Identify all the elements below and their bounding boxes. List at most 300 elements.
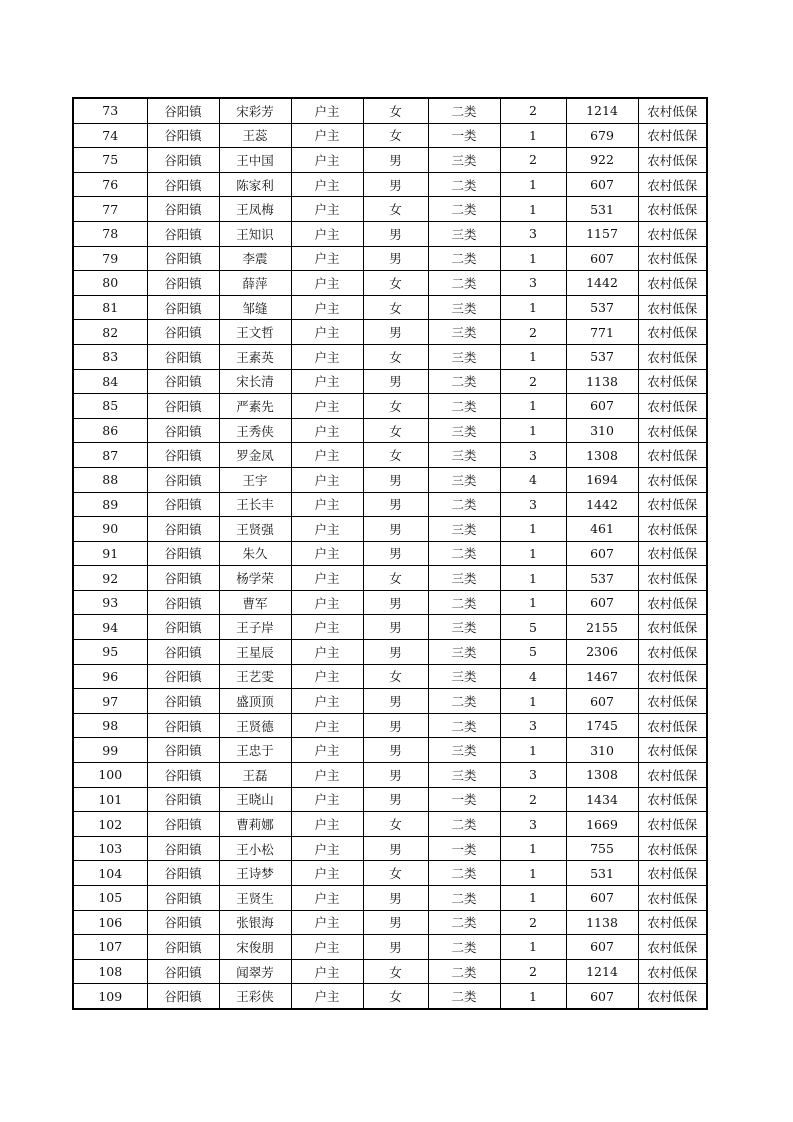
cell-household-size: 2 — [500, 369, 566, 394]
cell-row-number: 75 — [73, 148, 147, 173]
table-row — [73, 787, 707, 812]
cell-gender: 男 — [363, 320, 428, 345]
cell-row-number: 90 — [73, 517, 147, 542]
cell-amount: 607 — [566, 935, 638, 960]
cell-program: 农村低保 — [638, 861, 707, 886]
cell-household-size: 1 — [500, 738, 566, 763]
cell-category: 三类 — [428, 221, 500, 246]
cell-name: 王艺雯 — [219, 664, 291, 689]
cell-name: 盛顶顶 — [219, 689, 291, 714]
cell-gender: 女 — [363, 123, 428, 148]
cell-category: 二类 — [428, 959, 500, 984]
cell-category: 三类 — [428, 615, 500, 640]
cell-town: 谷阳镇 — [147, 935, 219, 960]
cell-town: 谷阳镇 — [147, 517, 219, 542]
cell-program: 农村低保 — [638, 123, 707, 148]
cell-town: 谷阳镇 — [147, 246, 219, 271]
cell-town: 谷阳镇 — [147, 566, 219, 591]
table-row — [73, 172, 707, 197]
cell-town: 谷阳镇 — [147, 713, 219, 738]
cell-gender: 男 — [363, 492, 428, 517]
cell-name: 宋彩芳 — [219, 98, 291, 123]
cell-relation: 户主 — [291, 418, 363, 443]
cell-name: 杨学荣 — [219, 566, 291, 591]
table-row — [73, 984, 707, 1009]
cell-household-size: 1 — [500, 123, 566, 148]
cell-town: 谷阳镇 — [147, 369, 219, 394]
cell-category: 三类 — [428, 443, 500, 468]
cell-category: 三类 — [428, 738, 500, 763]
cell-category: 三类 — [428, 320, 500, 345]
cell-household-size: 2 — [500, 320, 566, 345]
cell-program: 农村低保 — [638, 812, 707, 837]
cell-program: 农村低保 — [638, 689, 707, 714]
cell-row-number: 78 — [73, 221, 147, 246]
table-row — [73, 836, 707, 861]
cell-household-size: 1 — [500, 418, 566, 443]
cell-town: 谷阳镇 — [147, 148, 219, 173]
table-row — [73, 541, 707, 566]
cell-category: 三类 — [428, 418, 500, 443]
cell-gender: 女 — [363, 394, 428, 419]
cell-row-number: 82 — [73, 320, 147, 345]
cell-relation: 户主 — [291, 738, 363, 763]
cell-gender: 男 — [363, 935, 428, 960]
cell-town: 谷阳镇 — [147, 197, 219, 222]
cell-name: 宋俊朋 — [219, 935, 291, 960]
cell-amount: 2155 — [566, 615, 638, 640]
cell-amount: 679 — [566, 123, 638, 148]
table-row — [73, 246, 707, 271]
cell-row-number: 91 — [73, 541, 147, 566]
cell-row-number: 106 — [73, 910, 147, 935]
cell-row-number: 94 — [73, 615, 147, 640]
table-row — [73, 861, 707, 886]
cell-gender: 女 — [363, 295, 428, 320]
cell-amount: 755 — [566, 836, 638, 861]
cell-amount: 1669 — [566, 812, 638, 837]
cell-category: 二类 — [428, 197, 500, 222]
cell-relation: 户主 — [291, 467, 363, 492]
cell-gender: 女 — [363, 861, 428, 886]
cell-program: 农村低保 — [638, 836, 707, 861]
cell-household-size: 1 — [500, 590, 566, 615]
cell-gender: 男 — [363, 738, 428, 763]
table-row — [73, 148, 707, 173]
cell-program: 农村低保 — [638, 320, 707, 345]
cell-relation: 户主 — [291, 689, 363, 714]
cell-category: 二类 — [428, 394, 500, 419]
cell-name: 王贤生 — [219, 886, 291, 911]
cell-category: 三类 — [428, 344, 500, 369]
cell-town: 谷阳镇 — [147, 418, 219, 443]
cell-relation: 户主 — [291, 886, 363, 911]
cell-town: 谷阳镇 — [147, 763, 219, 788]
table-row — [73, 418, 707, 443]
table-row — [73, 566, 707, 591]
cell-household-size: 2 — [500, 959, 566, 984]
cell-gender: 女 — [363, 418, 428, 443]
cell-relation: 户主 — [291, 910, 363, 935]
cell-name: 王中国 — [219, 148, 291, 173]
cell-category: 二类 — [428, 713, 500, 738]
cell-household-size: 1 — [500, 886, 566, 911]
cell-program: 农村低保 — [638, 467, 707, 492]
cell-gender: 女 — [363, 98, 428, 123]
cell-relation: 户主 — [291, 935, 363, 960]
cell-row-number: 79 — [73, 246, 147, 271]
table-row — [73, 713, 707, 738]
cell-category: 二类 — [428, 271, 500, 296]
cell-name: 王贤德 — [219, 713, 291, 738]
cell-name: 王小松 — [219, 836, 291, 861]
cell-category: 二类 — [428, 541, 500, 566]
cell-town: 谷阳镇 — [147, 271, 219, 296]
cell-program: 农村低保 — [638, 590, 707, 615]
cell-gender: 女 — [363, 959, 428, 984]
cell-row-number: 87 — [73, 443, 147, 468]
cell-program: 农村低保 — [638, 664, 707, 689]
cell-row-number: 73 — [73, 98, 147, 123]
cell-name: 王长丰 — [219, 492, 291, 517]
cell-category: 三类 — [428, 517, 500, 542]
cell-category: 三类 — [428, 763, 500, 788]
cell-relation: 户主 — [291, 295, 363, 320]
cell-gender: 男 — [363, 615, 428, 640]
cell-gender: 男 — [363, 689, 428, 714]
cell-name: 王子岸 — [219, 615, 291, 640]
cell-town: 谷阳镇 — [147, 910, 219, 935]
cell-name: 王贤强 — [219, 517, 291, 542]
cell-row-number: 105 — [73, 886, 147, 911]
cell-relation: 户主 — [291, 787, 363, 812]
cell-gender: 男 — [363, 713, 428, 738]
cell-gender: 男 — [363, 910, 428, 935]
cell-program: 农村低保 — [638, 344, 707, 369]
cell-program: 农村低保 — [638, 148, 707, 173]
cell-name: 王磊 — [219, 763, 291, 788]
cell-row-number: 107 — [73, 935, 147, 960]
cell-household-size: 3 — [500, 443, 566, 468]
cell-row-number: 77 — [73, 197, 147, 222]
cell-program: 农村低保 — [638, 295, 707, 320]
cell-row-number: 89 — [73, 492, 147, 517]
cell-category: 三类 — [428, 148, 500, 173]
cell-gender: 男 — [363, 787, 428, 812]
cell-name: 王忠于 — [219, 738, 291, 763]
cell-household-size: 2 — [500, 98, 566, 123]
cell-row-number: 97 — [73, 689, 147, 714]
cell-relation: 户主 — [291, 640, 363, 665]
cell-amount: 607 — [566, 984, 638, 1009]
cell-category: 三类 — [428, 664, 500, 689]
cell-relation: 户主 — [291, 369, 363, 394]
table-row — [73, 763, 707, 788]
cell-relation: 户主 — [291, 221, 363, 246]
table-row — [73, 369, 707, 394]
cell-town: 谷阳镇 — [147, 640, 219, 665]
cell-household-size: 1 — [500, 689, 566, 714]
cell-gender: 女 — [363, 566, 428, 591]
cell-amount: 531 — [566, 197, 638, 222]
table-row — [73, 886, 707, 911]
cell-category: 二类 — [428, 98, 500, 123]
table-row — [73, 492, 707, 517]
cell-gender: 男 — [363, 517, 428, 542]
cell-household-size: 1 — [500, 344, 566, 369]
cell-amount: 922 — [566, 148, 638, 173]
cell-program: 农村低保 — [638, 443, 707, 468]
cell-household-size: 3 — [500, 221, 566, 246]
cell-name: 曹莉娜 — [219, 812, 291, 837]
cell-relation: 户主 — [291, 713, 363, 738]
cell-household-size: 1 — [500, 836, 566, 861]
cell-row-number: 109 — [73, 984, 147, 1009]
cell-category: 二类 — [428, 935, 500, 960]
cell-relation: 户主 — [291, 172, 363, 197]
cell-gender: 男 — [363, 467, 428, 492]
cell-relation: 户主 — [291, 984, 363, 1009]
cell-row-number: 92 — [73, 566, 147, 591]
cell-program: 农村低保 — [638, 246, 707, 271]
cell-category: 二类 — [428, 861, 500, 886]
cell-category: 一类 — [428, 836, 500, 861]
table-row — [73, 812, 707, 837]
cell-gender: 男 — [363, 369, 428, 394]
cell-amount: 1214 — [566, 98, 638, 123]
cell-name: 曹军 — [219, 590, 291, 615]
cell-gender: 男 — [363, 221, 428, 246]
cell-category: 三类 — [428, 566, 500, 591]
cell-row-number: 103 — [73, 836, 147, 861]
cell-row-number: 93 — [73, 590, 147, 615]
cell-name: 王知识 — [219, 221, 291, 246]
cell-household-size: 1 — [500, 861, 566, 886]
table-row — [73, 959, 707, 984]
cell-program: 农村低保 — [638, 566, 707, 591]
cell-program: 农村低保 — [638, 172, 707, 197]
cell-relation: 户主 — [291, 320, 363, 345]
cell-relation: 户主 — [291, 763, 363, 788]
cell-category: 一类 — [428, 787, 500, 812]
cell-household-size: 1 — [500, 172, 566, 197]
cell-household-size: 1 — [500, 541, 566, 566]
cell-name: 王彩侠 — [219, 984, 291, 1009]
cell-amount: 1442 — [566, 492, 638, 517]
cell-row-number: 100 — [73, 763, 147, 788]
cell-amount: 1694 — [566, 467, 638, 492]
cell-program: 农村低保 — [638, 886, 707, 911]
cell-town: 谷阳镇 — [147, 541, 219, 566]
cell-category: 三类 — [428, 467, 500, 492]
cell-row-number: 95 — [73, 640, 147, 665]
cell-category: 二类 — [428, 812, 500, 837]
cell-household-size: 3 — [500, 271, 566, 296]
table-row — [73, 394, 707, 419]
cell-name: 闻翠芳 — [219, 959, 291, 984]
cell-household-size: 1 — [500, 935, 566, 960]
cell-row-number: 81 — [73, 295, 147, 320]
cell-name: 王蕊 — [219, 123, 291, 148]
cell-row-number: 85 — [73, 394, 147, 419]
cell-relation: 户主 — [291, 246, 363, 271]
cell-amount: 1138 — [566, 369, 638, 394]
cell-household-size: 4 — [500, 467, 566, 492]
cell-town: 谷阳镇 — [147, 467, 219, 492]
cell-gender: 女 — [363, 344, 428, 369]
cell-name: 李震 — [219, 246, 291, 271]
cell-household-size: 3 — [500, 492, 566, 517]
cell-row-number: 76 — [73, 172, 147, 197]
cell-amount: 607 — [566, 172, 638, 197]
cell-name: 宋长清 — [219, 369, 291, 394]
cell-relation: 户主 — [291, 344, 363, 369]
cell-row-number: 108 — [73, 959, 147, 984]
cell-gender: 女 — [363, 197, 428, 222]
cell-gender: 男 — [363, 172, 428, 197]
cell-program: 农村低保 — [638, 935, 707, 960]
cell-category: 二类 — [428, 984, 500, 1009]
cell-household-size: 1 — [500, 566, 566, 591]
cell-program: 农村低保 — [638, 197, 707, 222]
cell-program: 农村低保 — [638, 910, 707, 935]
cell-name: 王诗梦 — [219, 861, 291, 886]
table-row — [73, 517, 707, 542]
cell-amount: 1308 — [566, 763, 638, 788]
cell-category: 二类 — [428, 246, 500, 271]
cell-town: 谷阳镇 — [147, 615, 219, 640]
cell-relation: 户主 — [291, 541, 363, 566]
table-row — [73, 271, 707, 296]
cell-category: 二类 — [428, 172, 500, 197]
cell-amount: 1308 — [566, 443, 638, 468]
cell-household-size: 5 — [500, 640, 566, 665]
cell-household-size: 1 — [500, 394, 566, 419]
table-body — [73, 98, 707, 1009]
table-row — [73, 590, 707, 615]
cell-row-number: 102 — [73, 812, 147, 837]
cell-category: 二类 — [428, 590, 500, 615]
cell-relation: 户主 — [291, 443, 363, 468]
cell-town: 谷阳镇 — [147, 344, 219, 369]
cell-relation: 户主 — [291, 98, 363, 123]
cell-gender: 男 — [363, 590, 428, 615]
cell-relation: 户主 — [291, 394, 363, 419]
cell-town: 谷阳镇 — [147, 836, 219, 861]
cell-name: 王晓山 — [219, 787, 291, 812]
cell-program: 农村低保 — [638, 787, 707, 812]
cell-name: 王素英 — [219, 344, 291, 369]
cell-program: 农村低保 — [638, 763, 707, 788]
cell-household-size: 3 — [500, 763, 566, 788]
cell-name: 张银海 — [219, 910, 291, 935]
cell-amount: 607 — [566, 541, 638, 566]
cell-name: 薛萍 — [219, 271, 291, 296]
cell-row-number: 86 — [73, 418, 147, 443]
cell-gender: 男 — [363, 541, 428, 566]
cell-town: 谷阳镇 — [147, 443, 219, 468]
cell-amount: 1138 — [566, 910, 638, 935]
cell-program: 农村低保 — [638, 418, 707, 443]
cell-category: 二类 — [428, 886, 500, 911]
cell-town: 谷阳镇 — [147, 98, 219, 123]
cell-relation: 户主 — [291, 517, 363, 542]
cell-program: 农村低保 — [638, 492, 707, 517]
cell-amount: 771 — [566, 320, 638, 345]
cell-town: 谷阳镇 — [147, 689, 219, 714]
cell-household-size: 2 — [500, 148, 566, 173]
cell-row-number: 74 — [73, 123, 147, 148]
cell-amount: 537 — [566, 295, 638, 320]
cell-town: 谷阳镇 — [147, 221, 219, 246]
table-row — [73, 320, 707, 345]
table-row — [73, 738, 707, 763]
cell-category: 三类 — [428, 295, 500, 320]
cell-household-size: 3 — [500, 713, 566, 738]
cell-program: 农村低保 — [638, 713, 707, 738]
cell-name: 王宇 — [219, 467, 291, 492]
table-row — [73, 197, 707, 222]
cell-gender: 女 — [363, 664, 428, 689]
table-row — [73, 344, 707, 369]
cell-category: 二类 — [428, 369, 500, 394]
cell-relation: 户主 — [291, 812, 363, 837]
cell-category: 一类 — [428, 123, 500, 148]
cell-town: 谷阳镇 — [147, 394, 219, 419]
cell-amount: 537 — [566, 344, 638, 369]
cell-program: 农村低保 — [638, 738, 707, 763]
cell-amount: 537 — [566, 566, 638, 591]
cell-program: 农村低保 — [638, 959, 707, 984]
cell-town: 谷阳镇 — [147, 861, 219, 886]
table-row — [73, 221, 707, 246]
cell-amount: 607 — [566, 246, 638, 271]
cell-name: 王凤梅 — [219, 197, 291, 222]
table-row — [73, 467, 707, 492]
cell-gender: 女 — [363, 443, 428, 468]
cell-program: 农村低保 — [638, 98, 707, 123]
cell-relation: 户主 — [291, 148, 363, 173]
cell-town: 谷阳镇 — [147, 123, 219, 148]
cell-amount: 461 — [566, 517, 638, 542]
cell-amount: 2306 — [566, 640, 638, 665]
cell-gender: 男 — [363, 763, 428, 788]
cell-town: 谷阳镇 — [147, 320, 219, 345]
cell-program: 农村低保 — [638, 517, 707, 542]
table-row — [73, 98, 707, 123]
cell-program: 农村低保 — [638, 394, 707, 419]
cell-row-number: 101 — [73, 787, 147, 812]
cell-town: 谷阳镇 — [147, 492, 219, 517]
cell-household-size: 1 — [500, 197, 566, 222]
cell-row-number: 99 — [73, 738, 147, 763]
cell-relation: 户主 — [291, 861, 363, 886]
cell-gender: 男 — [363, 640, 428, 665]
cell-town: 谷阳镇 — [147, 787, 219, 812]
cell-relation: 户主 — [291, 197, 363, 222]
cell-program: 农村低保 — [638, 640, 707, 665]
cell-gender: 女 — [363, 812, 428, 837]
cell-row-number: 80 — [73, 271, 147, 296]
table-row — [73, 640, 707, 665]
cell-name: 王星辰 — [219, 640, 291, 665]
cell-relation: 户主 — [291, 615, 363, 640]
cell-amount: 310 — [566, 738, 638, 763]
cell-program: 农村低保 — [638, 221, 707, 246]
cell-name: 罗金凤 — [219, 443, 291, 468]
cell-relation: 户主 — [291, 590, 363, 615]
table-row — [73, 689, 707, 714]
